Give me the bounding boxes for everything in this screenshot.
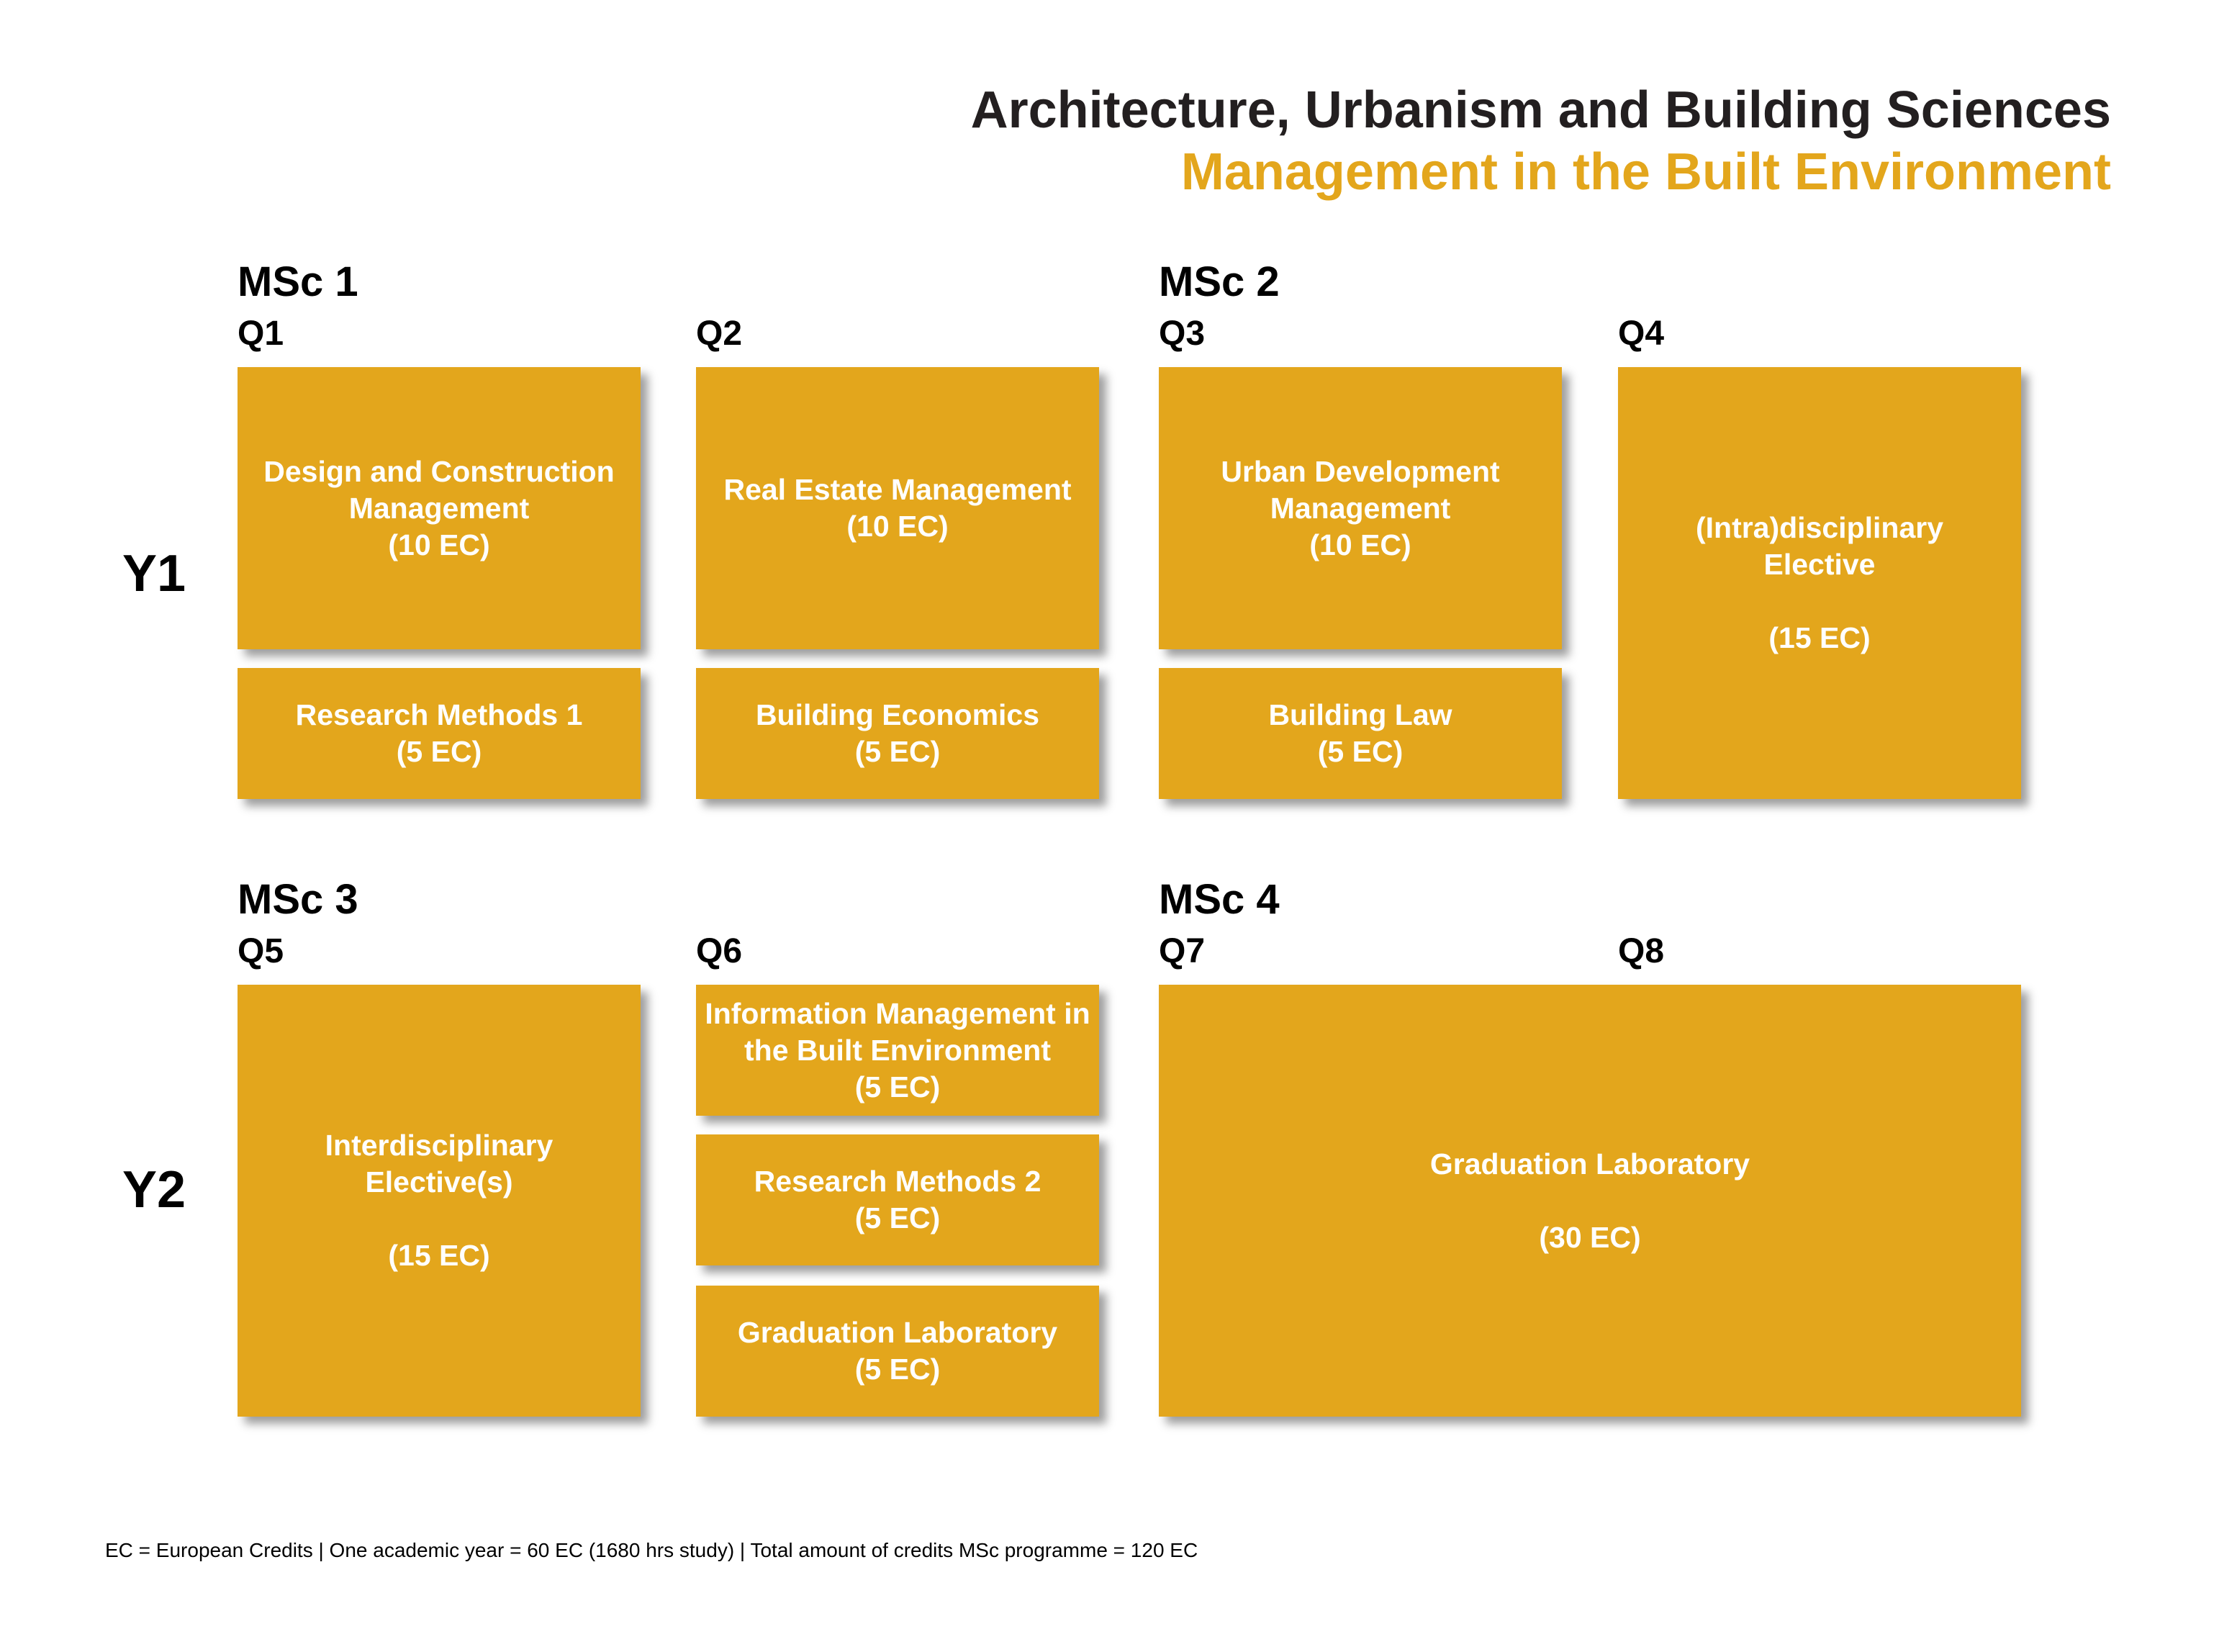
course-block-building-law bbox=[1159, 668, 1562, 799]
course-name: Research Methods 1 bbox=[295, 698, 583, 731]
programme-title: Management in the Built Environment bbox=[1180, 143, 2111, 201]
course-block-building-economics bbox=[696, 668, 1099, 799]
course-credits: (5 EC) bbox=[396, 735, 482, 768]
course-credits: (15 EC) bbox=[1768, 621, 1871, 654]
course-block-intra-disciplinary-elective bbox=[1618, 367, 2021, 799]
semester-label-msc1: MSc 1 bbox=[238, 258, 358, 305]
quarter-label-q7: Q7 bbox=[1159, 932, 1206, 970]
course-block-graduation-laboratory-30ec bbox=[1159, 985, 2021, 1417]
course-credits: (30 EC) bbox=[1539, 1220, 1641, 1254]
course-name: (Intra)disciplinary bbox=[1695, 511, 1943, 544]
quarter-label-q6: Q6 bbox=[696, 932, 743, 970]
course-credits: (10 EC) bbox=[846, 510, 949, 543]
course-name: Design and Construction bbox=[263, 454, 615, 488]
course-block-interdisciplinary-elective bbox=[238, 985, 641, 1417]
course-credits: (5 EC) bbox=[854, 1201, 941, 1235]
quarter-label-q1: Q1 bbox=[238, 315, 284, 353]
course-name: Elective(s) bbox=[365, 1165, 513, 1199]
course-credits: (5 EC) bbox=[854, 1353, 941, 1386]
course-name: Urban Development bbox=[1221, 454, 1500, 488]
course-credits: (10 EC) bbox=[1309, 528, 1411, 561]
course-name: the Built Environment bbox=[744, 1033, 1051, 1067]
course-block-information-management bbox=[696, 985, 1099, 1116]
semester-label-msc2: MSc 2 bbox=[1159, 258, 1280, 305]
quarter-label-q4: Q4 bbox=[1618, 315, 1665, 353]
course-block-design-construction-management bbox=[238, 367, 641, 649]
course-name: Information Management in bbox=[705, 996, 1090, 1030]
course-credits: (5 EC) bbox=[854, 735, 941, 768]
course-name: Real Estate Management bbox=[723, 473, 1072, 506]
year-label-y2: Y2 bbox=[122, 1161, 186, 1219]
quarter-label-q8: Q8 bbox=[1618, 932, 1665, 970]
course-credits: (15 EC) bbox=[388, 1239, 490, 1272]
course-block-research-methods-2 bbox=[696, 1134, 1099, 1265]
course-name: Interdisciplinary bbox=[325, 1129, 553, 1162]
semester-label-msc4: MSc 4 bbox=[1159, 876, 1280, 923]
course-name: Research Methods 2 bbox=[754, 1165, 1041, 1198]
course-credits: (10 EC) bbox=[388, 528, 490, 561]
course-name: Management bbox=[348, 491, 530, 525]
footer-note: EC = European Credits | One academic year = 60 EC (1680 hrs study) | Total amount of credits MSc programme = 120 EC bbox=[105, 1539, 1198, 1561]
quarter-label-q5: Q5 bbox=[238, 932, 284, 970]
year-label-y1: Y1 bbox=[122, 545, 186, 602]
page-title bbox=[971, 79, 2111, 203]
course-credits: (5 EC) bbox=[854, 1070, 941, 1103]
course-name: Building Economics bbox=[755, 698, 1040, 731]
semester-label-msc3: MSc 3 bbox=[238, 876, 358, 923]
course-name: Elective bbox=[1763, 548, 1876, 581]
course-block-real-estate-management bbox=[696, 367, 1099, 649]
quarter-label-q3: Q3 bbox=[1159, 315, 1206, 353]
course-block-research-methods-1 bbox=[238, 668, 641, 799]
course-name: Graduation Laboratory bbox=[737, 1316, 1058, 1349]
course-name: Graduation Laboratory bbox=[1429, 1147, 1750, 1181]
course-name: Management bbox=[1270, 491, 1451, 525]
course-block-graduation-laboratory-5ec bbox=[696, 1286, 1099, 1417]
quarter-label-q2: Q2 bbox=[696, 315, 743, 353]
course-name: Building Law bbox=[1268, 698, 1452, 731]
course-block-urban-development-management bbox=[1159, 367, 1562, 649]
faculty-title: Architecture, Urbanism and Building Sciences bbox=[970, 81, 2111, 139]
course-credits: (5 EC) bbox=[1317, 735, 1404, 768]
